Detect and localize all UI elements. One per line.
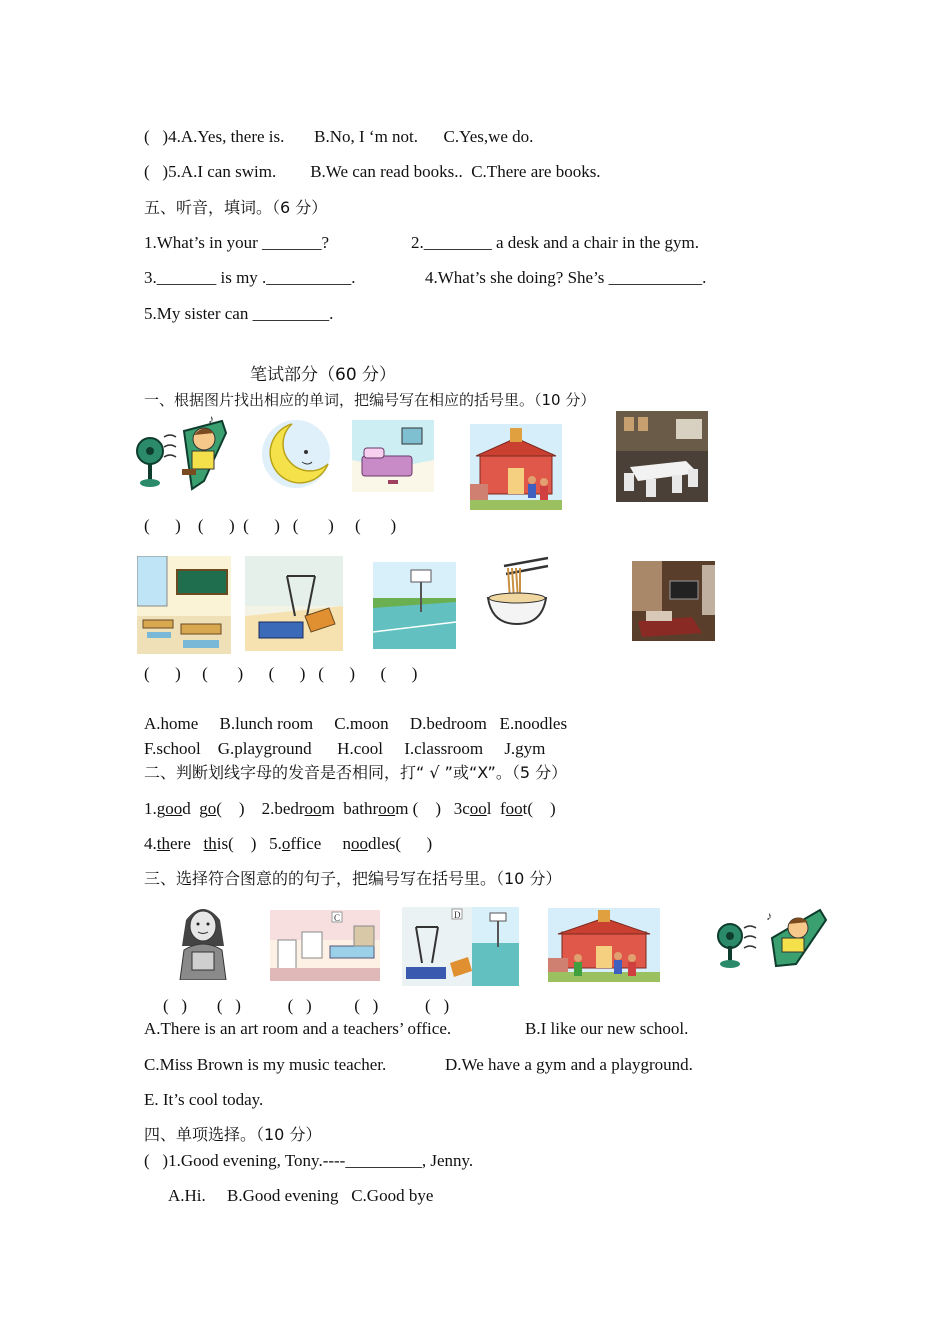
sentence-d: D.We have a gym and a playground. xyxy=(445,1055,693,1074)
sentence-c: C.Miss Brown is my music teacher. xyxy=(144,1055,387,1074)
teacher-icon xyxy=(168,902,238,980)
underlined-letters: o xyxy=(207,799,217,818)
underlined-letters: oo xyxy=(505,799,523,818)
phonics-text: m bathr xyxy=(321,799,379,818)
part1-title: 一、根据图片找出相应的单词，把编号写在相应的括号里。（10 分） xyxy=(144,391,596,409)
underlined-letters: oo xyxy=(304,799,322,818)
underlined-letters: oo xyxy=(351,834,368,853)
underlined-letters: oo xyxy=(165,799,183,818)
part2-title: 二、判断划线字母的发音是否相同，打“ √ ”或“X”。（5 分） xyxy=(144,763,568,782)
home-photo xyxy=(632,561,715,641)
noodles-icon xyxy=(484,556,550,628)
cool-fan-boy-icon-2 xyxy=(716,906,828,972)
options-line-2: F.school G.playground H.cool I.classroom J.gym xyxy=(144,739,546,758)
phonics-text: l f xyxy=(486,799,506,818)
gym-playground-icon xyxy=(402,907,519,986)
phonics-text: 1.g xyxy=(144,799,166,818)
lunch-room-photo xyxy=(616,411,708,502)
listening-q5: ( )5.A.I can swim. B.We can read books.. C.There are books. xyxy=(144,162,601,181)
pic-label-d: D xyxy=(454,910,461,920)
fill-4: 4.What’s she doing? She’s ___________. xyxy=(425,268,707,287)
part3-title: 三、选择符合图意的的句子，把编号写在括号里。（10 分） xyxy=(144,869,562,888)
sentence-e: E. It’s cool today. xyxy=(144,1090,264,1109)
art-room-icon xyxy=(270,910,380,981)
sentence-b: B.I like our new school. xyxy=(525,1019,689,1038)
bedroom-icon xyxy=(352,420,434,492)
part4-title: 四、单项选择。（10 分） xyxy=(144,1125,322,1144)
phonics-text: m ( ) 3c xyxy=(395,799,470,818)
phonics-line-2 xyxy=(144,834,432,854)
mc-question-1: ( )1.Good evening, Tony.----_________, Jenny. xyxy=(144,1151,474,1170)
underlined-letters: oo xyxy=(378,799,396,818)
school-icon xyxy=(470,424,562,510)
school-children-icon xyxy=(548,908,660,982)
fill-5: 5.My sister can _________. xyxy=(144,304,334,323)
underlined-letters: th xyxy=(156,834,170,853)
listening-q4: ( )4.A.Yes, there is. B.No, I ‘m not. C.Yes,we do. xyxy=(144,127,534,146)
row1-brackets: ( ) ( ) ( ) ( ) ( ) xyxy=(144,516,397,535)
phonics-line-1 xyxy=(144,799,556,819)
phonics-text: ere xyxy=(169,834,204,853)
written-part-title: 笔试部分（60 分） xyxy=(250,365,397,385)
svg-text:♪: ♪ xyxy=(208,412,214,426)
moon-icon xyxy=(254,418,338,490)
fill-2: 2.________ a desk and a chair in the gym. xyxy=(411,233,699,252)
phonics-text: ffice n xyxy=(290,834,351,853)
underlined-letters: o xyxy=(281,834,291,853)
options-line-1: A.home B.lunch room C.moon D.bedroom E.noodles xyxy=(144,714,568,733)
row2-brackets: ( ) ( ) ( ) ( ) ( ) xyxy=(144,664,418,683)
sentence-a: A.There is an art room and a teachers’ office. xyxy=(144,1019,452,1038)
gym-icon xyxy=(245,556,343,651)
phonics-text: is( ) 5. xyxy=(216,834,282,853)
part3-brackets: ( ) ( ) ( ) ( ) ( ) xyxy=(163,996,450,1015)
cool-fan-boy-icon xyxy=(134,411,230,497)
underlined-letters: oo xyxy=(469,799,487,818)
section5-title: 五、听音，填词。（6 分） xyxy=(144,198,328,217)
playground-icon xyxy=(373,562,456,649)
phonics-text: d g xyxy=(182,799,208,818)
svg-text:♪: ♪ xyxy=(766,909,772,923)
fill-3: 3._______ is my .__________. xyxy=(144,268,356,287)
phonics-text: dles( ) xyxy=(368,834,433,853)
phonics-text: t( ) xyxy=(522,799,556,818)
mc-question-1-options: A.Hi. B.Good evening C.Good bye xyxy=(168,1186,434,1205)
phonics-text: ( ) 2.bedr xyxy=(216,799,305,818)
phonics-text: 4. xyxy=(144,834,157,853)
underlined-letters: th xyxy=(203,834,217,853)
classroom-icon xyxy=(137,556,231,654)
pic-label-c: C xyxy=(334,913,341,923)
fill-1: 1.What’s in your _______? xyxy=(144,233,330,252)
